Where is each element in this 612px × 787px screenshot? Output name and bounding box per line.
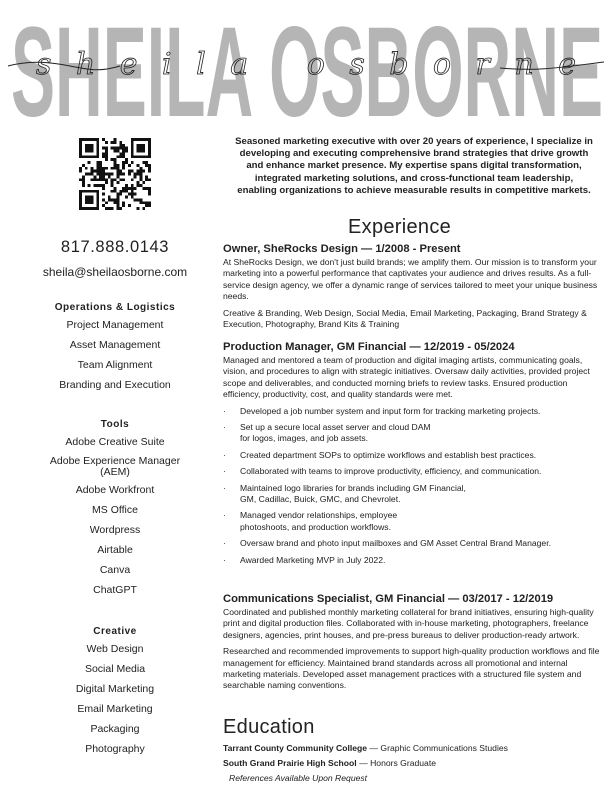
job-description: Coordinated and published monthly marketing collateral for brand initiatives, ensuring high-quality print and digital production files. Collaborated with in-house marketing, photographers, freelance designers, agencies, print houses, and pre-press bureaus to deliver production-ready artwork. — [223, 607, 594, 640]
bullet-item: · Created department SOPs to optimize workflows and establish best practices. — [223, 450, 603, 461]
bullet-item: · Developed a job number system and input form for tracking marketing projects. — [223, 406, 603, 417]
job-production-manager — [223, 341, 603, 571]
education-detail: Graphic Communications Studies — [380, 743, 508, 753]
education-detail: Honors Graduate — [370, 758, 436, 768]
bullet-item: · Oversaw brand and photo input mailboxes and GM Asset Central Brand Manager. — [223, 538, 603, 549]
skill-item: Social Media — [84, 663, 146, 675]
education-entry — [223, 743, 603, 754]
education-entry — [223, 758, 603, 769]
skill-item: ChatGPT — [93, 584, 137, 596]
skill-item: Project Management — [66, 319, 164, 331]
skill-item: Wordpress — [89, 524, 141, 536]
job-communications-specialist — [223, 593, 603, 697]
job-title: Communications Specialist, GM Financial — 03/2017 - 12/2019 — [223, 593, 554, 605]
skill-item: Web Design — [86, 643, 144, 655]
experience-heading: Experience — [348, 216, 452, 238]
bullet-item: · Maintained logo libraries for brands including GM Financial, GM, Cadillac, Buick, GMC, and Chevrolet. — [223, 483, 603, 506]
skill-group-title: Operations & Logistics — [54, 302, 176, 313]
phone-number[interactable]: 817.888.0143 — [60, 238, 170, 256]
job-description: Managed and mentored a team of production and digital imaging artists, communicating goals, vision, and procedures to align with strategic initiatives. Oversaw daily activities, provided project scope and deliverables, and conducted morning briefs to review tasks. Ensured production efficiency, productivity, cost, and quality standards were met. — [223, 355, 590, 400]
skill-item: Adobe Workfront — [75, 484, 155, 496]
education-heading: Education — [223, 716, 315, 738]
skills-tools — [20, 419, 210, 604]
references-note: References Available Upon Request — [229, 773, 368, 783]
school-name: Tarrant County Community College — [223, 743, 368, 753]
bullet-item: · Set up a secure local asset server and cloud DAM for logos, images, and job assets. — [223, 422, 603, 445]
separator: — — [356, 758, 371, 768]
skill-group-title: Tools — [100, 419, 130, 430]
name-script: sheila osborne — [36, 47, 576, 82]
job-description: At SheRocks Design, we don't just build brands; we amplify them. Our mission is to transform your marketing into a powerful performance that captivates your audience and drives results. As a full-service design agency, we offer a dynamic range of services tailored to meet your unique business needs. — [223, 257, 598, 302]
separator: — — [367, 743, 381, 753]
skill-item: Packaging — [90, 723, 140, 735]
skill-item: Email Marketing — [77, 703, 153, 715]
education-list — [223, 743, 603, 783]
skill-item: Adobe Experience Manager (AEM) — [49, 455, 181, 478]
job-sherocks — [223, 243, 603, 335]
bullet-item: · Managed vendor relationships, employee photoshoots, and production workflows. — [223, 510, 603, 533]
skill-item: Asset Management — [69, 339, 161, 351]
skill-item: Adobe Creative Suite — [65, 436, 165, 448]
qr-code-icon[interactable] — [77, 138, 153, 210]
job-title: Owner, SheRocks Design — 1/2008 - Present — [223, 243, 461, 255]
professional-summary: Seasoned marketing executive with over 20 years of experience, I specialize in developing and executing comprehensive brand strategies that drive growth and enhance market presence. My expertise spans digital transformation, integrated marketing solutions, and cross-functional team leadership, enabling organizations to achieve measurable results in competitive markets. — [235, 136, 593, 196]
name-script-overlay — [0, 0, 612, 125]
skill-item: Branding and Execution — [59, 379, 171, 391]
skill-item: Team Alignment — [77, 359, 153, 371]
skill-item: Photography — [85, 743, 145, 755]
name-block: SHEILA OSBORNE — [11, 10, 603, 120]
skill-item: Digital Marketing — [75, 683, 155, 695]
job-description: Researched and recommended improvements to support high-quality production workflows and file management for efficiency. Maintained brand standards across all promotional and internal marketing materials. Developed asset management practices with a structured file system and searchable naming conventions. — [223, 646, 600, 691]
email-address[interactable]: sheila@sheilaosborne.com — [42, 265, 188, 279]
skill-item: Canva — [99, 564, 131, 576]
skill-group-title: Creative — [93, 626, 137, 637]
resume-header — [0, 0, 612, 125]
bullet-item: · Awarded Marketing MVP in July 2022. — [223, 555, 603, 566]
skill-item: Airtable — [97, 544, 133, 556]
job-services: Creative & Branding, Web Design, Social Media, Email Marketing, Packaging, Brand Strategy & Execution, Photography, Brand Kits & Training — [223, 307, 587, 330]
skills-operations — [20, 302, 210, 399]
skill-item: MS Office — [92, 504, 138, 516]
bullet-item: · Collaborated with teams to improve productivity, efficiency, and communication. — [223, 466, 603, 477]
job-title: Production Manager, GM Financial — 12/2019 - 05/2024 — [223, 341, 515, 353]
job-bullets — [223, 406, 603, 566]
skills-creative — [20, 626, 210, 763]
school-name: South Grand Prairie High School — [223, 758, 357, 768]
